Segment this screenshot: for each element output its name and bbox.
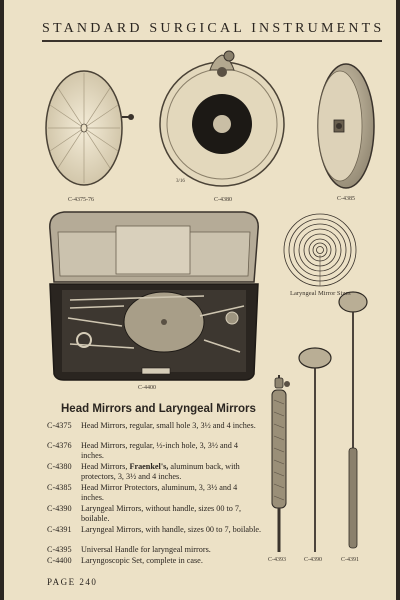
- catalog-entry: [47, 504, 262, 524]
- caption-c4390: C-4390: [304, 557, 322, 563]
- universal-handle-illustration: [272, 375, 290, 552]
- catalog-desc: Universal Handle for laryngeal mirrors.: [81, 545, 211, 554]
- catalog-entry: [47, 545, 262, 555]
- caption-c4380: C-4380: [214, 197, 232, 203]
- head-mirror-4380-illustration: [160, 51, 284, 186]
- caption-c4400: C-4400: [138, 385, 156, 391]
- catalog-code: C-4390: [47, 504, 72, 513]
- page-header: STANDARD SURGICAL INSTRUMENTS: [42, 21, 385, 36]
- catalog-desc-pre: Head Mirrors,: [81, 462, 130, 471]
- catalog-entry: [47, 556, 262, 566]
- catalog-code: C-4376: [47, 441, 72, 450]
- caption-c4391: C-4391: [341, 557, 359, 563]
- caption-c4375: C-4375-76: [68, 197, 94, 203]
- protector-4385-illustration: [318, 64, 374, 188]
- page-number: PAGE 240: [47, 577, 98, 587]
- mirror-sizes-illustration: [284, 214, 356, 286]
- catalog-entry: [47, 421, 262, 431]
- caption-mirror-sizes: Laryngeal Mirror Sizes: [290, 290, 351, 297]
- catalog-code: C-4391: [47, 525, 72, 534]
- catalog-entry: [47, 462, 262, 482]
- catalog-entry: [47, 441, 262, 461]
- catalog-desc: Head Mirrors, regular, small hole 3, 3½ and 4 inches.: [81, 421, 256, 430]
- catalog-desc: [81, 462, 262, 482]
- catalog-desc-post: aluminum back, with protectors, 3, 3½ and 4 inches.: [81, 462, 240, 481]
- caption-c4393: C-4393: [268, 557, 286, 563]
- caption-c4385: C-4385: [337, 196, 355, 202]
- laryngoscopic-set-illustration: [50, 212, 258, 380]
- catalog-code: C-4385: [47, 483, 72, 492]
- catalog-code: C-4400: [47, 556, 72, 565]
- svg-text:3/16: 3/16: [176, 179, 185, 184]
- catalog-code: C-4375: [47, 421, 72, 430]
- catalog-desc-bold: Fraenkel's,: [129, 462, 169, 471]
- head-mirror-4375-illustration: [46, 71, 134, 185]
- mirror-4391-illustration: [339, 292, 367, 548]
- catalog-entry: [47, 483, 262, 503]
- catalog-desc: Head Mirrors, regular, ½-inch hole, 3, 3½ and 4 inches.: [81, 441, 239, 460]
- catalog-code: C-4380: [47, 462, 72, 471]
- catalog-page: [4, 0, 396, 600]
- mirror-4390-illustration: [299, 348, 331, 552]
- catalog-desc: Head Mirror Protectors, aluminum, 3, 3½ and 4 inches.: [81, 483, 238, 502]
- catalog-entry: [47, 525, 262, 535]
- catalog-desc: Laryngoscopic Set, complete in case.: [81, 556, 203, 565]
- catalog-code: C-4395: [47, 545, 72, 554]
- catalog-desc: Laryngeal Mirrors, with handle, sizes 00 to 7, boilable.: [81, 525, 262, 534]
- section-title: Head Mirrors and Laryngeal Mirrors: [61, 403, 256, 415]
- catalog-desc: Laryngeal Mirrors, without handle, sizes 00 to 7, boilable.: [81, 504, 242, 523]
